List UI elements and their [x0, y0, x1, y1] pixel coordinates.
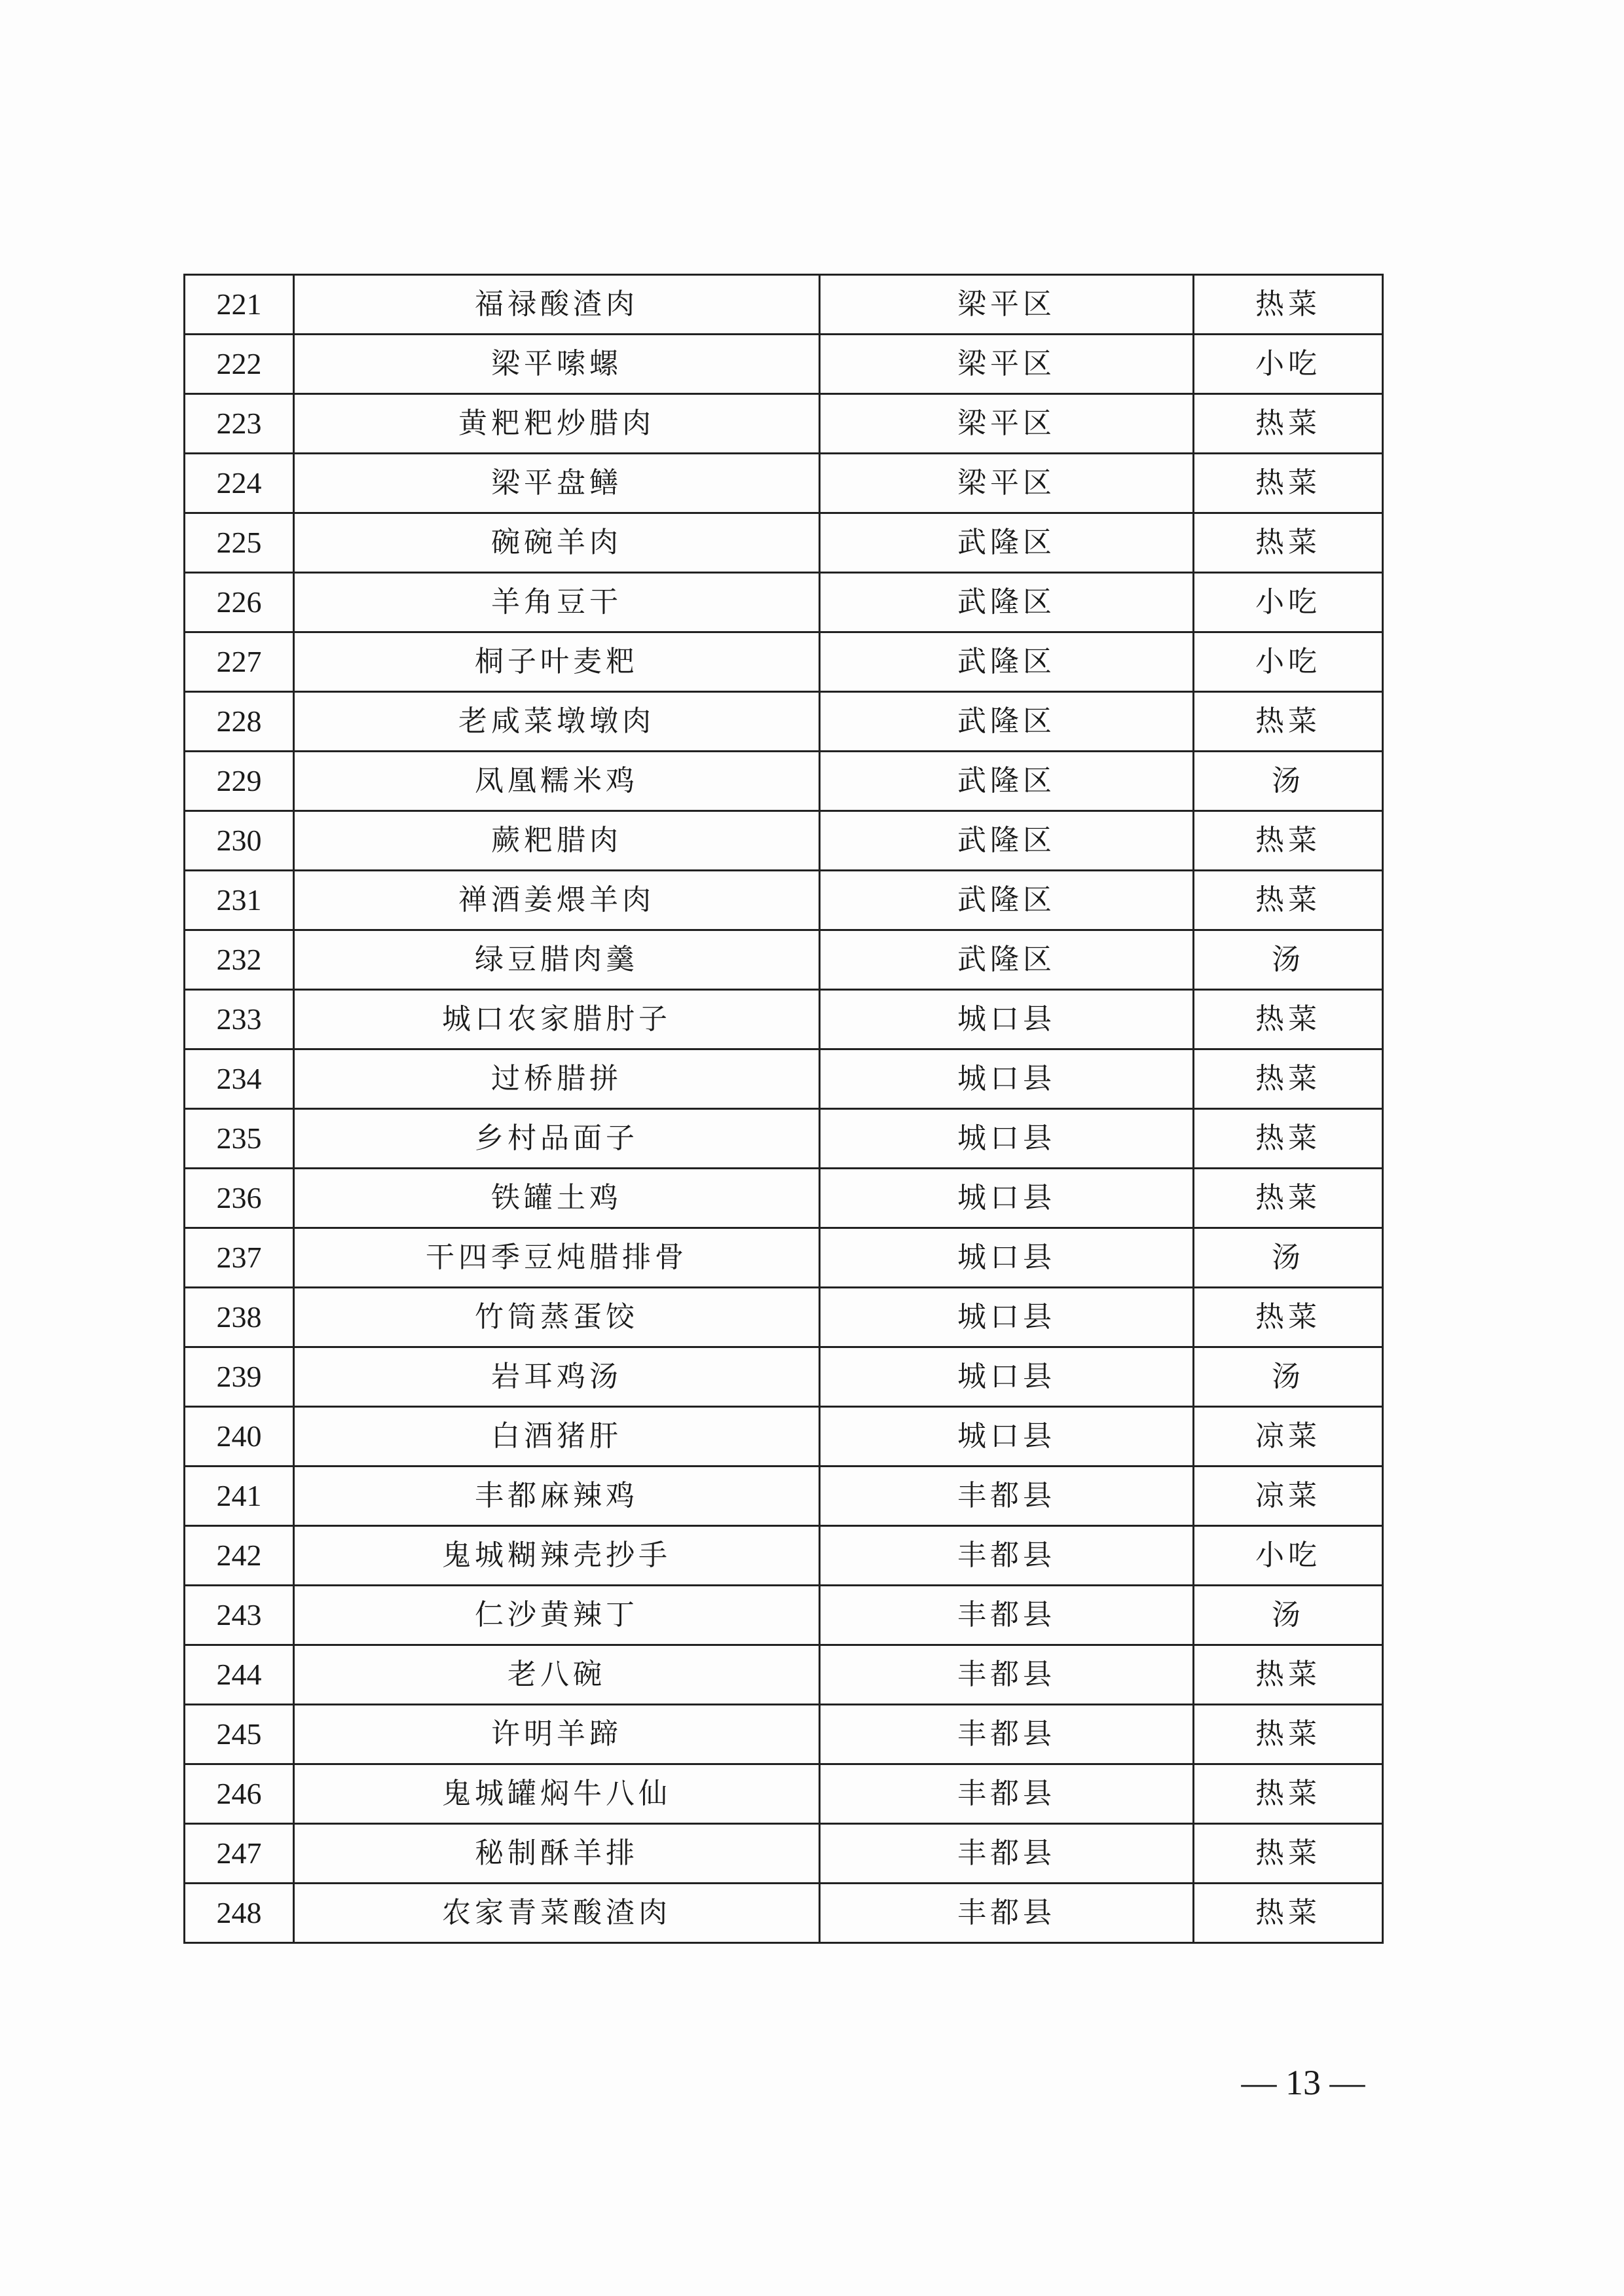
table-row: [185, 930, 1383, 990]
row-number: 242: [185, 1526, 294, 1586]
table-row: [185, 573, 1383, 632]
dish-region: 丰都县: [820, 1824, 1194, 1884]
dish-category: 汤: [1194, 752, 1383, 811]
row-number: 222: [185, 335, 294, 394]
table-row: [185, 394, 1383, 454]
dish-name: 过桥腊拼: [294, 1049, 820, 1109]
table-row: [185, 1169, 1383, 1228]
dish-name: 秘制酥羊排: [294, 1824, 820, 1884]
table-row: [185, 1705, 1383, 1764]
table-row: [185, 692, 1383, 752]
dish-region: 丰都县: [820, 1586, 1194, 1645]
dish-category: 汤: [1194, 1228, 1383, 1288]
dish-category: 热菜: [1194, 454, 1383, 513]
dish-name: 碗碗羊肉: [294, 513, 820, 573]
dish-category: 热菜: [1194, 1109, 1383, 1169]
row-number: 241: [185, 1467, 294, 1526]
dish-region: 梁平区: [820, 335, 1194, 394]
dish-name: 鬼城罐焖牛八仙: [294, 1764, 820, 1824]
dish-category: 热菜: [1194, 1049, 1383, 1109]
table-row: [185, 1049, 1383, 1109]
table-row: [185, 1526, 1383, 1586]
dish-category: 热菜: [1194, 275, 1383, 335]
dish-region: 丰都县: [820, 1526, 1194, 1586]
dish-name: 黄粑粑炒腊肉: [294, 394, 820, 454]
table-row: [185, 335, 1383, 394]
dish-category: 热菜: [1194, 811, 1383, 871]
dish-category: 热菜: [1194, 1884, 1383, 1943]
table-row: [185, 1884, 1383, 1943]
table-row: [185, 1764, 1383, 1824]
dish-name: 桐子叶麦粑: [294, 632, 820, 692]
row-number: 235: [185, 1109, 294, 1169]
dish-category: 热菜: [1194, 1764, 1383, 1824]
dish-name: 许明羊蹄: [294, 1705, 820, 1764]
dish-region: 武隆区: [820, 930, 1194, 990]
table-row: [185, 1228, 1383, 1288]
dish-region: 武隆区: [820, 811, 1194, 871]
table-row: [185, 871, 1383, 930]
dish-name: 岩耳鸡汤: [294, 1347, 820, 1407]
dish-name: 梁平盘鳝: [294, 454, 820, 513]
table-row: [185, 811, 1383, 871]
dish-name: 绿豆腊肉羹: [294, 930, 820, 990]
table-row: [185, 1467, 1383, 1526]
row-number: 228: [185, 692, 294, 752]
dish-category: 热菜: [1194, 513, 1383, 573]
dish-list-table: [183, 274, 1384, 1944]
row-number: 237: [185, 1228, 294, 1288]
dish-category: 热菜: [1194, 1169, 1383, 1228]
row-number: 231: [185, 871, 294, 930]
row-number: 229: [185, 752, 294, 811]
table-row: [185, 1586, 1383, 1645]
row-number: 232: [185, 930, 294, 990]
dish-category: 热菜: [1194, 1288, 1383, 1347]
dish-category: 凉菜: [1194, 1407, 1383, 1467]
dish-region: 丰都县: [820, 1645, 1194, 1705]
row-number: 244: [185, 1645, 294, 1705]
row-number: 246: [185, 1764, 294, 1824]
dish-category: 热菜: [1194, 990, 1383, 1049]
row-number: 227: [185, 632, 294, 692]
dish-region: 武隆区: [820, 573, 1194, 632]
table-row: [185, 632, 1383, 692]
dish-name: 老八碗: [294, 1645, 820, 1705]
dish-region: 城口县: [820, 1347, 1194, 1407]
dish-region: 城口县: [820, 1228, 1194, 1288]
row-number: 239: [185, 1347, 294, 1407]
dish-category: 热菜: [1194, 1705, 1383, 1764]
dish-region: 武隆区: [820, 692, 1194, 752]
table-row: [185, 1347, 1383, 1407]
dish-name: 凤凰糯米鸡: [294, 752, 820, 811]
row-number: 226: [185, 573, 294, 632]
dish-name: 丰都麻辣鸡: [294, 1467, 820, 1526]
row-number: 245: [185, 1705, 294, 1764]
table-row: [185, 513, 1383, 573]
row-number: 230: [185, 811, 294, 871]
dish-region: 城口县: [820, 1407, 1194, 1467]
row-number: 238: [185, 1288, 294, 1347]
table-row: [185, 752, 1383, 811]
dish-name: 铁罐土鸡: [294, 1169, 820, 1228]
dish-region: 武隆区: [820, 632, 1194, 692]
dish-category: 汤: [1194, 930, 1383, 990]
dish-region: 城口县: [820, 990, 1194, 1049]
dish-category: 汤: [1194, 1347, 1383, 1407]
table-row: [185, 275, 1383, 335]
row-number: 225: [185, 513, 294, 573]
dish-name: 福禄酸渣肉: [294, 275, 820, 335]
dish-region: 城口县: [820, 1169, 1194, 1228]
row-number: 224: [185, 454, 294, 513]
dish-category: 小吃: [1194, 632, 1383, 692]
dish-category: 小吃: [1194, 1526, 1383, 1586]
dish-category: 热菜: [1194, 692, 1383, 752]
dish-category: 凉菜: [1194, 1467, 1383, 1526]
dish-region: 丰都县: [820, 1467, 1194, 1526]
dish-category: 热菜: [1194, 394, 1383, 454]
table-row: [185, 1288, 1383, 1347]
table-row: [185, 1407, 1383, 1467]
dish-name: 白酒猪肝: [294, 1407, 820, 1467]
dish-category: 汤: [1194, 1586, 1383, 1645]
dish-name: 乡村品面子: [294, 1109, 820, 1169]
row-number: 233: [185, 990, 294, 1049]
row-number: 248: [185, 1884, 294, 1943]
row-number: 234: [185, 1049, 294, 1109]
dish-name: 鬼城糊辣壳抄手: [294, 1526, 820, 1586]
table-row: [185, 1824, 1383, 1884]
dish-name: 梁平嗦螺: [294, 335, 820, 394]
table-row: [185, 990, 1383, 1049]
dish-name: 老咸菜墩墩肉: [294, 692, 820, 752]
dish-name: 仁沙黄辣丁: [294, 1586, 820, 1645]
row-number: 243: [185, 1586, 294, 1645]
dish-name: 干四季豆炖腊排骨: [294, 1228, 820, 1288]
dish-region: 梁平区: [820, 454, 1194, 513]
dish-name: 竹筒蒸蛋饺: [294, 1288, 820, 1347]
dish-name: 禅酒姜煨羊肉: [294, 871, 820, 930]
row-number: 247: [185, 1824, 294, 1884]
dish-name: 羊角豆干: [294, 573, 820, 632]
dish-name: 城口农家腊肘子: [294, 990, 820, 1049]
dish-category: 小吃: [1194, 573, 1383, 632]
dish-category: 热菜: [1194, 1645, 1383, 1705]
dish-name: 蕨粑腊肉: [294, 811, 820, 871]
dish-region: 丰都县: [820, 1884, 1194, 1943]
dish-region: 武隆区: [820, 513, 1194, 573]
table-row: [185, 1109, 1383, 1169]
dish-region: 武隆区: [820, 871, 1194, 930]
row-number: 236: [185, 1169, 294, 1228]
dish-category: 热菜: [1194, 1824, 1383, 1884]
row-number: 223: [185, 394, 294, 454]
dish-region: 梁平区: [820, 275, 1194, 335]
dish-category: 小吃: [1194, 335, 1383, 394]
dish-region: 丰都县: [820, 1705, 1194, 1764]
row-number: 240: [185, 1407, 294, 1467]
table-row: [185, 454, 1383, 513]
dish-region: 武隆区: [820, 752, 1194, 811]
dish-region: 城口县: [820, 1288, 1194, 1347]
dish-region: 丰都县: [820, 1764, 1194, 1824]
dish-table-body: [185, 275, 1383, 1943]
dish-name: 农家青菜酸渣肉: [294, 1884, 820, 1943]
row-number: 221: [185, 275, 294, 335]
dish-category: 热菜: [1194, 871, 1383, 930]
page-number: — 13 —: [1241, 2063, 1365, 2102]
dish-region: 梁平区: [820, 394, 1194, 454]
table-row: [185, 1645, 1383, 1705]
dish-region: 城口县: [820, 1109, 1194, 1169]
dish-region: 城口县: [820, 1049, 1194, 1109]
